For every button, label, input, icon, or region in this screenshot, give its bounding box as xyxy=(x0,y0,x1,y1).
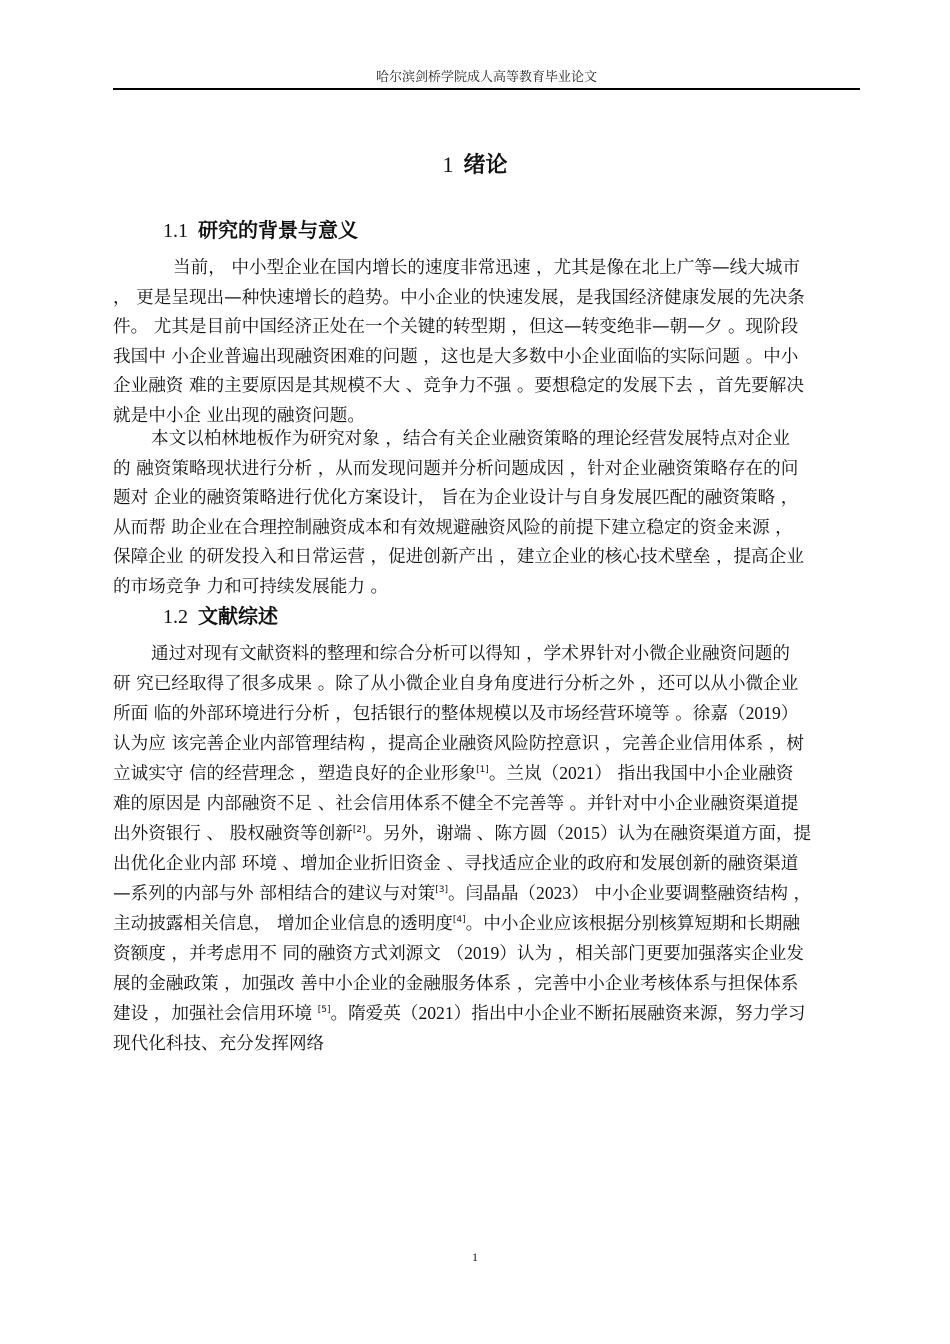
text-run: 。中小企业应该根据分别核算短期和长期融 xyxy=(465,913,800,934)
text-line: 的 融资策略现状进行分析 ，从而发现问题并分析问题成因 ，针对企业融资策略存在的问 xyxy=(113,458,799,479)
text-run: 资额度 ，并考虑用不 同的融资方式刘源文 （ xyxy=(113,944,465,964)
text-line xyxy=(113,879,863,910)
text-line: 展的金融政策 ，加强改 善中小企业的金融服务体系 ，完善中小企业考核体系与担保体系 xyxy=(113,973,799,994)
citation-4: [4] xyxy=(452,914,466,925)
year: 2015 xyxy=(564,823,600,843)
text-line: 的市场竞争 力和可持续发展能力 。 xyxy=(113,576,389,597)
running-header: 哈尔滨剑桥学院成人高等教育毕业论文 xyxy=(375,70,597,85)
text-run: 所面 临的外部环境进行分析 ，包括银行的整体规模以及市场经营环境等 。徐嘉（ xyxy=(113,704,746,724)
text-line xyxy=(113,910,863,940)
text-line: 保障企业 的研发投入和日常运营 ，促进创新产出 ，建立企业的核心技术壁垒 ，提高企业 xyxy=(113,547,804,567)
text-run: 。闫晶晶（ xyxy=(448,884,537,904)
text-run: —系列的内部与外 部相结合的建议与对策 xyxy=(113,884,436,904)
text-line xyxy=(113,819,863,850)
year: 2019 xyxy=(745,703,781,723)
text-run: 主动披露相关信息， 增加企业信息的透明度 xyxy=(113,913,453,934)
text-line: 认为应 该完善企业内部管理结构 ，提高企业融资风险防控意识 ，完善企业信用体系 ，树 xyxy=(113,733,804,754)
citation-2: [2] xyxy=(352,825,366,835)
paragraph-background xyxy=(113,254,863,431)
text-line: 难的原因是 内部融资不足 、社会信用体系不健全不完善等 。并针对中小企业融资渠道提 xyxy=(113,793,799,814)
text-run: ） 指出我国中小企业融资 xyxy=(594,764,794,784)
section-1-2-title xyxy=(163,600,278,629)
chapter-number: 1 xyxy=(442,152,454,177)
text-run: 。兰岚（ xyxy=(488,764,560,784)
citation-3: [3] xyxy=(435,885,449,895)
text-run: 建设 ，加强社会信用环境 xyxy=(113,1004,318,1024)
section-heading: 文献综述 xyxy=(198,604,278,628)
header-rule xyxy=(113,88,860,90)
page-number: 1 xyxy=(472,1250,478,1264)
chapter-heading: 绪论 xyxy=(463,153,508,178)
text-run: 立诚实守 信的经营理念 ，塑造良好的企业形象 xyxy=(113,764,477,784)
text-line: 件。 尤其是目前中国经济正处在一个关键的转型期 ，但这—转变绝非—朝—夕 。现阶段 xyxy=(113,317,799,337)
citation-5: [5] xyxy=(317,1005,331,1015)
section-number: 1.2 xyxy=(163,606,188,628)
text-line: 当前， 中小型企业在国内增长的速度非常迅速 ，尤其是像在北上广等—线大城市 xyxy=(173,258,800,278)
text-run: ） xyxy=(780,704,799,724)
text-line xyxy=(113,999,863,1030)
text-line: 通过对现有文献资料的整理和综合分析可以得知 ，学术界针对小微企业融资问题的 xyxy=(151,644,790,664)
citation-1: [1] xyxy=(476,765,489,775)
text-run: ）指出中小企业不断拓展融资来源，努力学习 xyxy=(453,1004,806,1024)
text-run: ）认为 ，相关部门更要加强落实企业发 xyxy=(499,944,804,964)
paragraph-literature-review xyxy=(113,640,863,1059)
year: 2021 xyxy=(418,1003,454,1023)
text-line xyxy=(113,759,863,790)
text-line: 研 究已经取得了很多成果 。除了从小微企业自身角度进行分析之外 ，还可以从小微企业 xyxy=(113,673,799,694)
chapter-title xyxy=(0,148,950,179)
paragraph-significance xyxy=(113,425,863,602)
text-line: ， 更是呈现出—种快速增长的趋势。中小企业的快速发展，是我国经济健康发展的先决条 xyxy=(113,287,805,308)
text-line: 现代化科技、充分发挥网络 xyxy=(113,1033,325,1054)
text-run: 。隋爱英（ xyxy=(330,1004,419,1024)
text-line: 本文以柏林地板作为研究对象 ，结合有关企业融资策略的理论经营发展特点对企业 xyxy=(151,429,790,449)
text-run: 出外资银行 、 股权融资等创新 xyxy=(113,824,353,844)
text-run: 。另外，谢端 、陈方圆（ xyxy=(365,824,565,844)
section-number: 1.1 xyxy=(163,220,188,242)
year: 2019 xyxy=(464,943,500,963)
section-heading: 研究的背景与意义 xyxy=(198,218,358,242)
text-line: 企业融资 难的主要原因是其规模不大 、竞争力不强 。要想稳定的发展下去 ，首先要解决 xyxy=(113,376,804,396)
year: 2023 xyxy=(536,883,572,903)
text-line xyxy=(113,699,863,730)
text-line xyxy=(113,939,863,970)
text-line: 从而帮 助企业在合理控制融资成本和有效规避融资风险的前提下建立稳定的资金来源 ， xyxy=(113,517,793,538)
text-run: ） 中小企业要调整融资结构 ， xyxy=(571,884,812,904)
section-1-1-title xyxy=(163,214,358,243)
text-line: 我国中 小企业普遍出现融资困难的问题 ，这也是大多数中小企业面临的实际问题 。中小 xyxy=(113,346,799,367)
text-line: 出优化企业内部 环境 、增加企业折旧资金 、寻找适应企业的政府和发展创新的融资渠道 xyxy=(113,853,799,874)
year: 2021 xyxy=(559,763,595,783)
text-line: 题对 企业的融资策略进行优化方案设计， 旨在为企业设计与自身发展匹配的融资策略 ， xyxy=(113,488,799,508)
text-run: ）认为在融资渠道方面，提 xyxy=(599,824,812,844)
text-line: 就是中小企 业出现的融资问题。 xyxy=(113,405,365,426)
